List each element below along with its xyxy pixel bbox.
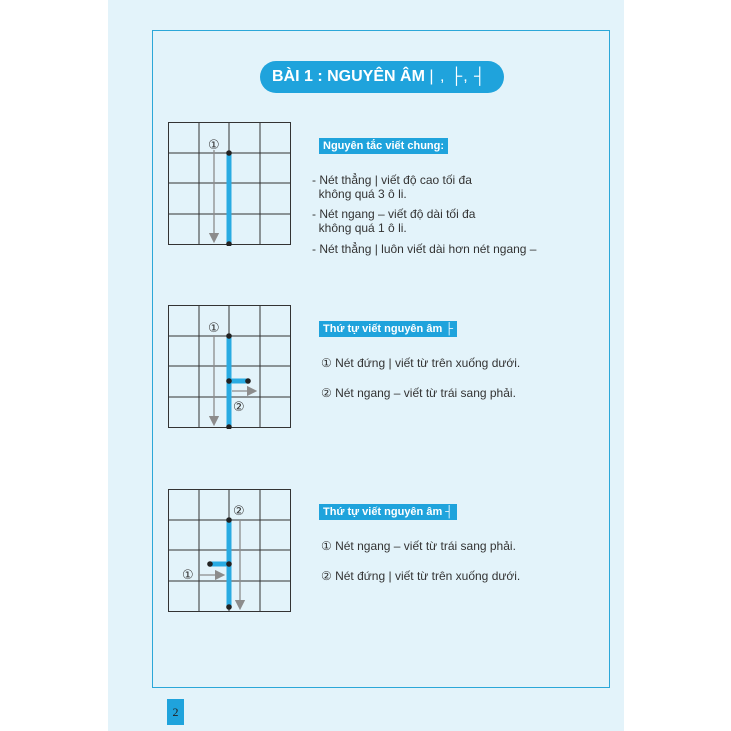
section3-line-1: ① Nét ngang – viết từ trái sang phải. (321, 539, 516, 553)
section1-line-4: không quá 1 ô li. (312, 221, 407, 235)
step-marker-2: ② (233, 400, 245, 415)
section1-line-3: - Nét ngang – viết độ dài tối đa (312, 207, 476, 221)
stroke-start-dot (226, 333, 232, 339)
section3-line-2: ② Nét đứng | viết từ trên xuống dưới. (321, 569, 521, 583)
page-number: 2 (167, 699, 184, 725)
writing-grid-1 (168, 122, 292, 246)
section2-heading: Thứ tự viết nguyên âm ├ (319, 321, 457, 337)
step-marker: ① (208, 138, 220, 153)
step-marker-1: ① (208, 321, 220, 336)
lesson-title (260, 61, 504, 93)
section1-line-5: - Nét thẳng | luôn viết dài hơn nét ngang – (312, 242, 537, 256)
stroke-start-dot (226, 150, 232, 156)
stroke-start-dot (226, 517, 232, 523)
step-marker-1: ① (182, 568, 194, 583)
step-marker-2: ② (233, 504, 245, 519)
branch-end-dot (245, 378, 251, 384)
writing-grid-3 (168, 489, 292, 613)
section3-heading: Thứ tự viết nguyên âm ┤ (319, 504, 457, 520)
lesson-title-text: BÀI 1 : NGUYÊN ÂM (272, 68, 425, 85)
branch-start-dot (226, 378, 232, 384)
writing-grid-2 (168, 305, 292, 429)
section1-line-2: không quá 3 ô li. (312, 187, 407, 201)
branch-end-dot (226, 561, 232, 567)
section1-heading: Nguyên tắc viết chung: (319, 138, 448, 154)
section1-line-1: - Nét thẳng | viết độ cao tối đa (312, 173, 472, 187)
lesson-title-glyphs: | , ├, ┤ (429, 68, 487, 85)
section2-line-1: ① Nét đứng | viết từ trên xuống dưới. (321, 356, 521, 370)
branch-start-dot (207, 561, 213, 567)
stroke-end-dot (226, 604, 232, 610)
section2-line-2: ② Nét ngang – viết từ trái sang phải. (321, 386, 516, 400)
